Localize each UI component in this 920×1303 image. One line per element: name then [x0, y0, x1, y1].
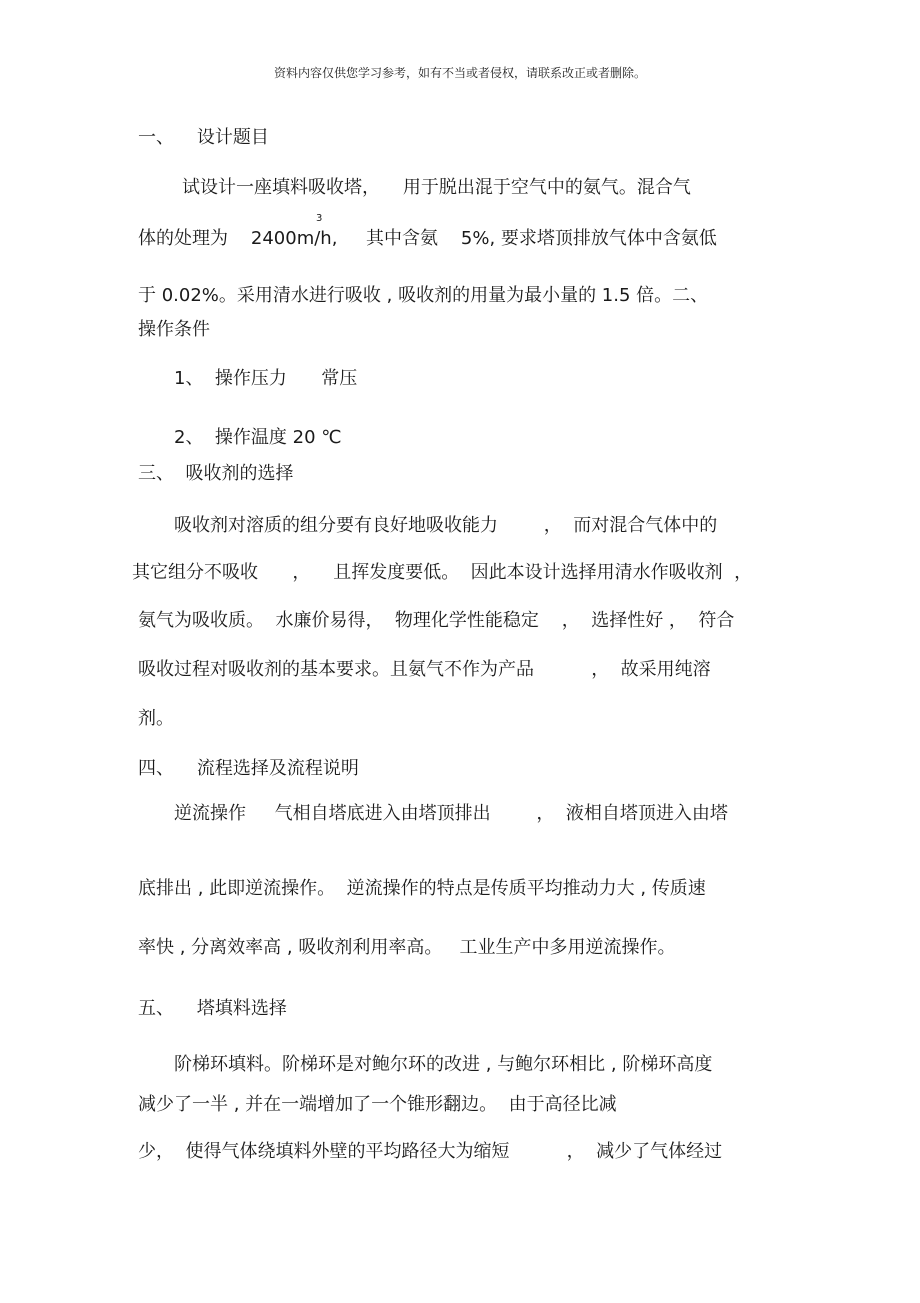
- paragraph-line: 于 0.02%。采用清水进行吸收 , 吸收剂的用量为最小量的 1.5 倍。二、: [138, 285, 709, 306]
- paragraph-line: 氨气为吸收质。 水廉价易得， 物理化学性能稳定 ， 选择性好 ， 符合: [138, 610, 735, 631]
- section-heading-3: 三、 吸收剂的选择: [138, 463, 294, 484]
- paragraph-line: 试设计一座填料吸收塔， 用于脱出混于空气中的氨气。混合气: [182, 177, 691, 198]
- list-item-2: 2、 操作温度 20 ℃: [174, 427, 342, 448]
- paragraph-line: 率快 , 分离效率高 , 吸收剂利用率高。 工业生产中多用逆流操作。: [138, 937, 676, 958]
- paragraph-line: 逆流操作 气相自塔底进入由塔顶排出 ， 液相自塔顶进入由塔: [174, 803, 728, 824]
- paragraph-line: 底排出 , 此即逆流操作。 逆流操作的特点是传质平均推动力大 , 传质速: [138, 878, 706, 899]
- header-note: 资料内容仅供您学习参考，如有不当或者侵权，请联系改正或者删除。: [273, 66, 646, 80]
- section-heading-5: 五、 塔填料选择: [138, 998, 287, 1019]
- list-item-1: 1、 操作压力 常压: [174, 368, 358, 389]
- paragraph-line: 阶梯环填料。阶梯环是对鲍尔环的改进 , 与鲍尔环相比 , 阶梯环高度: [174, 1054, 713, 1075]
- paragraph-line: 减少了一半 , 并在一端增加了一个锥形翻边。 由于高径比减: [138, 1094, 617, 1115]
- paragraph-line: 其它组分不吸收 ， 且挥发度要低。 因此本设计选择用清水作吸收剂 ，: [132, 562, 753, 583]
- paragraph-line: 剂。: [138, 708, 174, 729]
- paragraph-line: 吸收剂对溶质的组分要有良好地吸收能力 ， 而对混合气体中的: [174, 515, 718, 536]
- section-heading-4: 四、 流程选择及流程说明: [138, 758, 359, 779]
- section-heading-1: 一、 设计题目: [138, 127, 269, 148]
- superscript-3: 3: [316, 213, 323, 224]
- paragraph-line: 体的处理为 2400m/h, 其中含氨 5%, 要求塔顶排放气体中含氨低: [138, 228, 717, 249]
- paragraph-line: 少， 使得气体绕填料外壁的平均路径大为缩短 ， 减少了气体经过: [138, 1141, 723, 1162]
- paragraph-line: 吸收过程对吸收剂的基本要求。且氨气不作为产品 ， 故采用纯溶: [138, 659, 711, 680]
- paragraph-line: 操作条件: [138, 319, 210, 340]
